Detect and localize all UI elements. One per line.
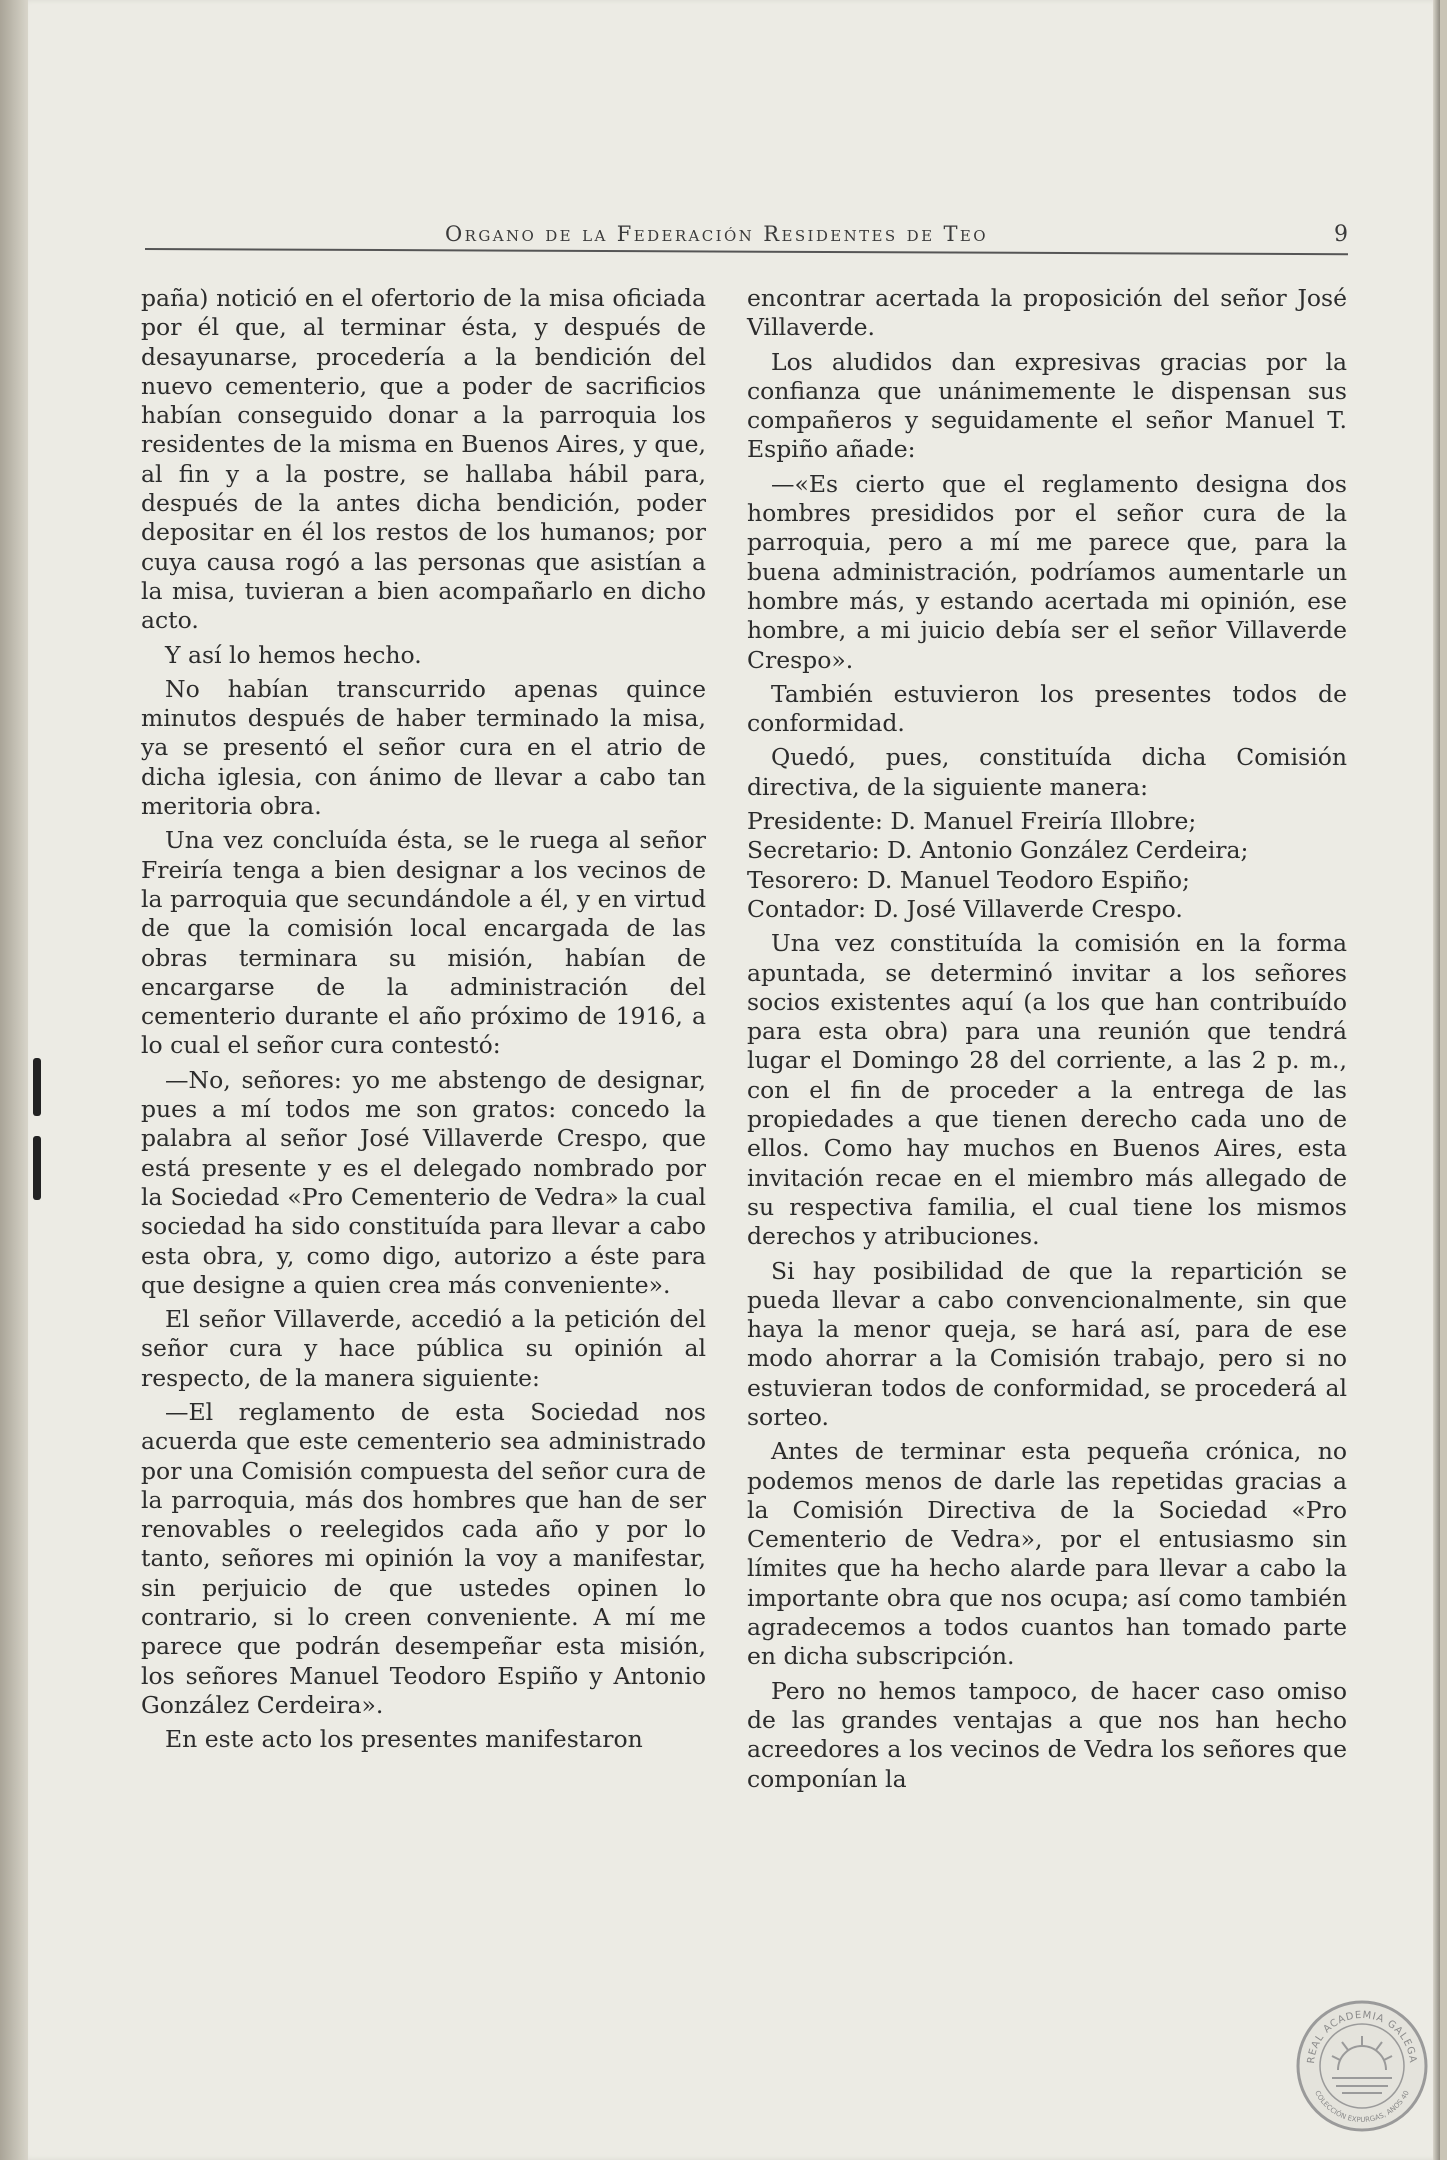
officers-list <box>747 807 1347 924</box>
paragraph: Si hay posibilidad de que la repartición se pueda llevar a cabo convencionalmente, sin que haya la menor queja, se hará así, para de ese modo ahorrar a la Comisión trabajo, pero si no estuvieran todos de conformidad, se procederá al sorteo. <box>747 1256 1347 1431</box>
paragraph: Antes de terminar esta pequeña crónica, no podemos menos de darle las repetidas gracias a la Comisión Directiva de la Sociedad «Pro Cementerio de Vedra», por el entusiasmo sin límites que ha hecho alarde para llevar a cabo la importante obra que nos ocupa; así como también agradecemos a todos cuantos han tomado parte en dicha subscripción. <box>747 1437 1347 1671</box>
library-stamp-icon <box>1292 1996 1432 2136</box>
document-page <box>28 0 1440 2160</box>
paragraph: Una vez constituída la comisión en la forma apuntada, se determinó invitar a los señores socios existentes aquí (a los que han contribuído para esta obra) para una reunión que tendrá lugar el Domingo 28 del corriente, a las 2 p. m., con el fin de proceder a la entrega de las propiedades a que tienen derecho cada uno de ellos. Como hay muchos en Buenos Aires, esta invitación recae en el miembro más allegado de su respectiva familia, el cual tiene los mismos derechos y atribuciones. <box>747 929 1347 1251</box>
margin-mark <box>33 1058 41 1116</box>
officer-line: Presidente: D. Manuel Freiría Illobre; <box>747 807 1197 836</box>
paragraph: En este acto los presentes manifestaron <box>165 1725 643 1754</box>
paragraph: —No, señores: yo me abstengo de designar, pues a mí todos me son gratos: concedo la palabra al señor José Villaverde Crespo, que está presente y es el delegado nombrado por la Sociedad «Pro Cementerio de Vedra» la cual sociedad ha sido constituída para llevar a cabo esta obra, y, como digo, autorizo a éste para que designe a quien crea más conveniente». <box>141 1065 706 1299</box>
paragraph: encontrar acertada la proposición del señor José Villaverde. <box>747 284 1347 342</box>
page-number: 9 <box>1334 222 1348 247</box>
paragraph: El señor Villaverde, accedió a la petición del señor cura y hace pública su opinión al respecto, de la manera siguiente: <box>141 1305 706 1392</box>
stamp-text-bottom: COLECCIÓN EXPURGAS, ANOS 40 <box>1313 2089 1411 2125</box>
stamp-text-top: REAL ACADEMIA GALEGA <box>1305 2009 1419 2065</box>
officer-line: Contador: D. José Villaverde Crespo. <box>747 894 1183 923</box>
paragraph: También estuvieron los presentes todos de conformidad. <box>747 679 1347 738</box>
page-edge <box>1433 0 1440 2160</box>
paragraph: Pero no hemos tampoco, de hacer caso omiso de las grandes ventajas a que nos han hecho acreedores a los vecinos de Vedra los señores que componían la <box>747 1676 1347 1793</box>
paragraph: —El reglamento de esta Sociedad nos acuerda que este cementerio sea administrado por una Comisión compuesta del señor cura de la parroquia, más dos hombres que han de ser renovables o reelegidos cada año y por lo tanto, señores mi opinión la voy a manifestar, sin perjuicio de que ustedes opinen lo contrario, si lo creen conveniente. A mí me parece que podrán desempeñar esta misión, los señores Manuel Teodoro Espiño y Antonio González Cerdeira». <box>141 1397 706 1719</box>
paragraph: paña) notició en el ofertorio de la misa oficiada por él que, al terminar ésta, y después de desayunarse, procedería a la bendición del nuevo cementerio, que a poder de sacrificios habían conseguido donar a la parroquia los residentes de la misma en Buenos Aires, y que, al fin y a la postre, se hallaba hábil para, después de la antes dicha bendición, poder depositar en él los restos de los humanos; por cuya causa rogó a las personas que asistían a la misa, tuvieran a bien acompañarlo en dicho acto. <box>141 284 706 635</box>
officer-line: Secretario: D. Antonio González Cerdeira; <box>747 836 1249 865</box>
paragraph: No habían transcurrido apenas quince minutos después de haber terminado la misa, ya se presentó el señor cura en el atrio de dicha iglesia, con ánimo de llevar a cabo tan meritoria obra. <box>141 674 706 821</box>
paragraph: Quedó, pues, constituída dicha Comisión directiva, de la siguiente manera: <box>747 743 1347 801</box>
paragraph: Y así lo hemos hecho. <box>165 640 422 669</box>
binding-shadow <box>0 0 28 2160</box>
paragraph: —«Es cierto que el reglamento designa dos hombres presididos por el señor cura de la parroquia, pero a mí me parece que, para la buena administración, podríamos aumentarle un hombre más, y estando acertada mi opinión, ese hombre, a mi juicio debía ser el señor Villaverde Crespo». <box>747 469 1347 674</box>
left-column <box>141 284 706 1760</box>
officer-line: Tesorero: D. Manuel Teodoro Espiño; <box>747 865 1190 894</box>
paragraph: Una vez concluída ésta, se le ruega al señor Freiría tenga a bien designar a los vecinos de la parroquia que secundándole a él, y en virtud de que la comisión local encargada de las obras terminara su misión, habían de encargarse de la administración del cementerio durante el año próximo de 1916, a lo cual el señor cura contestó: <box>141 826 706 1060</box>
right-column <box>747 284 1347 1799</box>
margin-mark <box>33 1136 41 1200</box>
paragraph: Los aludidos dan expresivas gracias por la confianza que unánimemente le dispensan sus compañeros y seguidamente el señor Manuel T. Espiño añade: <box>747 347 1347 464</box>
header-title: Organo de la Federación Residentes de Teo <box>445 222 988 246</box>
